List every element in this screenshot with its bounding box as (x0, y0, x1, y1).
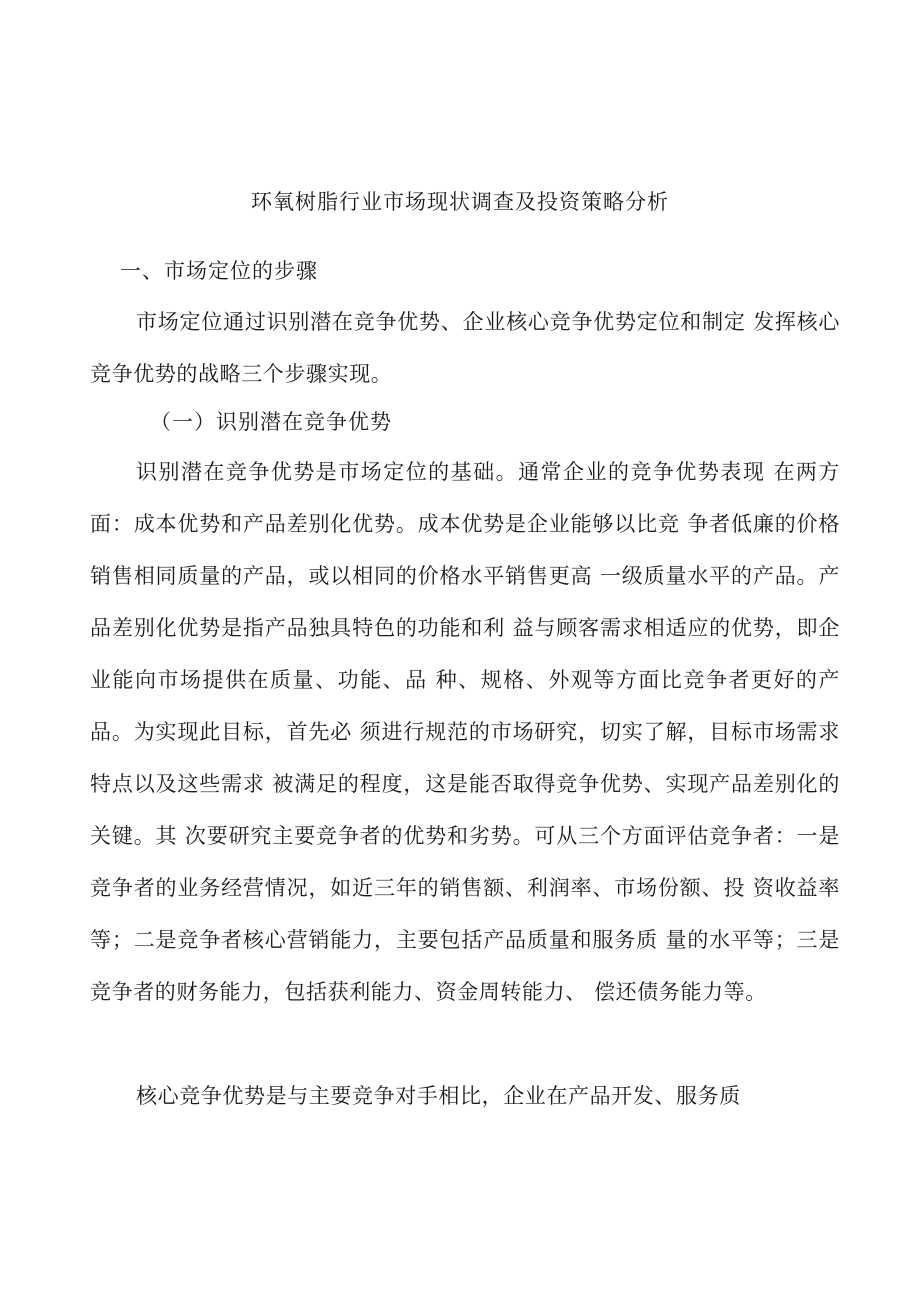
paragraph-positioning-overview: 市场定位通过识别潜在竞争优势、企业核心竞争优势定位和制定 发挥核心竞争优势的战略三个步骤实现。 (90, 310, 840, 386)
section-heading-market-positioning-steps: 一、市场定位的步骤 (120, 259, 318, 283)
paragraph-core-competitive-advantage: 核心竞争优势是与主要竞争对手相比，企业在产品开发、服务质 (136, 1084, 741, 1108)
paragraph-identify-advantages: 识别潜在竞争优势是市场定位的基础。通常企业的竞争优势表现 在两方面：成本优势和产品差别化优势。成本优势是企业能够以比竞 争者低廉的价格销售相同质量的产品，或以相同的价格水平销售更高 一级质量水平的产品。产品差别化优势是指产品独具特色的功能和利 益与顾客需求相适应的优势，即企业能向市场提供在质量、功能、品 种、规格、外观等方面比竞争者更好的产品。为实现此目标，首先必 须进行规范的市场研究，切实了解，目标市场需求特点以及这些需求 被满足的程度，这是能否取得竞争优势、实现产品差别化的关键。其 次要研究主要竞争者的优势和劣势。可从三个方面评估竞争者：一是 竞争者的业务经营情况，如近三年的销售额、利润率、市场份额、投 资收益率等；二是竞争者核心营销能力，主要包括产品质量和服务质 量的水平等；三是竞争者的财务能力，包括获利能力、资金周转能力、 偿还债务能力等。 (90, 460, 840, 1004)
document-title: 环氧树脂行业市场现状调查及投资策略分析 (251, 190, 669, 214)
subsection-heading-identify-advantages: （一）识别潜在竞争优势 (150, 410, 392, 434)
